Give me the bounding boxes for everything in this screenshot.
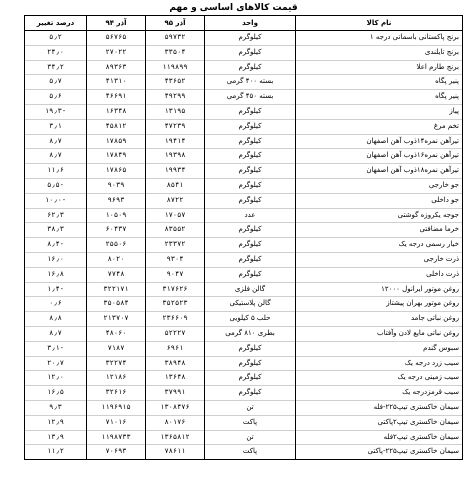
page-title: قیمت کالاهای اساسی و مهم: [169, 3, 298, 13]
cell-unit: کیلوگرم: [205, 356, 296, 371]
table-row: [25, 164, 463, 179]
cell-unit: بطری ۸۱۰ گرمی: [205, 326, 296, 341]
table-row: [25, 193, 463, 208]
cell-change: ۱۳٫۹: [25, 430, 87, 445]
cell-change: ۸٫۸: [25, 312, 87, 327]
cell-name: ذرت داخلی: [296, 267, 463, 282]
column-header-azar95: آذر ۹۵: [146, 16, 205, 31]
cell-name: برنج تایلندی: [296, 45, 463, 60]
cell-azar95: ۴۳۶۵۲: [146, 75, 205, 90]
cell-unit: کیلوگرم: [205, 238, 296, 253]
table-row: [25, 223, 463, 238]
cell-azar95: ۳۳۵۰۴: [146, 45, 205, 60]
cell-unit: عدد: [205, 208, 296, 223]
cell-change: ۳۴٫۲: [25, 60, 87, 75]
cell-unit: کیلوگرم: [205, 60, 296, 75]
table-row: [25, 252, 463, 267]
cell-change: ۶۲٫۳: [25, 208, 87, 223]
cell-azar95: ۱۹۴۱۴: [146, 134, 205, 149]
table-row: [25, 90, 463, 105]
cell-azar95: ۱۳۰۸۴۷۶: [146, 400, 205, 415]
cell-name: روغن موتور ایرانول ۱۲۰۰۰: [296, 282, 463, 297]
table-row: [25, 119, 463, 134]
cell-azar95: ۸۵۴۱: [146, 178, 205, 193]
cell-azar94: ۳۲۶۱۶: [87, 386, 146, 401]
cell-unit: بسته ۴۵۰ گرمی: [205, 90, 296, 105]
cell-change: -۱٫۴: [25, 282, 87, 297]
cell-azar95: ۶۹۶۱: [146, 341, 205, 356]
table-row: [25, 238, 463, 253]
cell-change: ۱۲٫۰: [25, 371, 87, 386]
cell-azar94: ۲۷۰۲۲: [87, 45, 146, 60]
cell-azar95: ۸۰۱۷۶: [146, 415, 205, 430]
cell-azar94: ۲۵۵۰۶: [87, 238, 146, 253]
table-header-row: [25, 16, 463, 31]
price-table: [24, 15, 463, 460]
cell-name: ذرت خارجی: [296, 252, 463, 267]
cell-name: سیب زمینی درجه یک: [296, 371, 463, 386]
cell-unit: تن: [205, 400, 296, 415]
table-row: [25, 267, 463, 282]
cell-change: -۵٫۵: [25, 178, 87, 193]
cell-unit: پاکت: [205, 445, 296, 460]
table-row: [25, 386, 463, 401]
cell-azar94: ۶۰۴۳۷: [87, 223, 146, 238]
cell-change: ۸٫۷: [25, 134, 87, 149]
cell-name: پنیر پگاه: [296, 75, 463, 90]
table-row: [25, 178, 463, 193]
cell-change: ۹٫۳: [25, 400, 87, 415]
column-header-azar94: آذر ۹۴: [87, 16, 146, 31]
cell-azar94: ۷۰۶۹۳: [87, 445, 146, 460]
cell-name: جو خارجی: [296, 178, 463, 193]
cell-name: تیرآهن نمره۱۴ذوب آهن اصفهان: [296, 134, 463, 149]
cell-change: ۱۲٫۹: [25, 415, 87, 430]
cell-unit: کیلوگرم: [205, 178, 296, 193]
cell-change: ۳٫۱: [25, 119, 87, 134]
cell-azar94: ۳۲۲۷۴: [87, 356, 146, 371]
cell-azar94: ۴۸۰۶۰: [87, 326, 146, 341]
cell-change: ۲۴٫۰: [25, 45, 87, 60]
cell-azar95: ۳۵۲۵۲۳: [146, 297, 205, 312]
cell-azar95: ۹۳۰۴: [146, 252, 205, 267]
cell-azar95: ۱۳۶۵۸۱۲: [146, 430, 205, 445]
cell-name: سیب قرمزدرجه یک: [296, 386, 463, 401]
column-header-name: نام کالا: [296, 16, 463, 31]
cell-name: روغن نباتی مایع لادن وآفتاب: [296, 326, 463, 341]
table-row: [25, 134, 463, 149]
cell-azar95: ۸۷۲۲: [146, 193, 205, 208]
cell-azar94: ۱۷۸۴۹: [87, 149, 146, 164]
cell-azar94: ۲۱۳۷۰۷: [87, 312, 146, 327]
table-row: [25, 31, 463, 46]
cell-azar94: ۱۷۸۵۹: [87, 134, 146, 149]
table-row: [25, 445, 463, 460]
cell-name: پیاز: [296, 104, 463, 119]
cell-name: جو داخلی: [296, 193, 463, 208]
cell-change: ۱۶٫۵: [25, 386, 87, 401]
cell-azar94: ۴۶۶۹۱: [87, 90, 146, 105]
cell-change: ۱۶٫۸: [25, 267, 87, 282]
cell-change: ۵٫۶: [25, 90, 87, 105]
cell-azar95: ۵۹۷۳۲: [146, 31, 205, 46]
cell-name: تخم مرغ: [296, 119, 463, 134]
cell-change: ۰٫۶: [25, 297, 87, 312]
cell-change: -۱۹٫۳: [25, 104, 87, 119]
cell-unit: کیلوگرم: [205, 104, 296, 119]
table-row: [25, 415, 463, 430]
cell-change: ۱۶٫۰: [25, 252, 87, 267]
cell-azar94: ۱۱۹۸۷۳۳: [87, 430, 146, 445]
table-row: [25, 104, 463, 119]
cell-azar95: ۱۷۰۵۷: [146, 208, 205, 223]
cell-name: سیمان خاکستری تیپ۲۲۵-فله: [296, 400, 463, 415]
cell-change: -۱۰٫۰: [25, 193, 87, 208]
cell-azar95: ۳۱۷۶۲۶: [146, 282, 205, 297]
cell-azar94: ۱۶۳۴۸: [87, 104, 146, 119]
cell-azar95: ۴۹۲۹۹: [146, 90, 205, 105]
cell-unit: کیلوگرم: [205, 252, 296, 267]
cell-azar95: ۱۹۹۳۴: [146, 164, 205, 179]
cell-azar94: ۳۵۰۵۸۴: [87, 297, 146, 312]
cell-name: سیب زرد درجه یک: [296, 356, 463, 371]
cell-azar95: ۴۷۲۳۹: [146, 119, 205, 134]
cell-unit: کیلوگرم: [205, 223, 296, 238]
cell-azar94: ۷۷۴۸: [87, 267, 146, 282]
cell-azar94: ۱۲۱۸۶: [87, 371, 146, 386]
cell-azar94: ۷۱۰۱۶: [87, 415, 146, 430]
table-row: [25, 356, 463, 371]
cell-name: برنج پاکستانی باسماتی درجه ۱: [296, 31, 463, 46]
cell-azar95: ۳۷۹۹۱: [146, 386, 205, 401]
cell-azar94: ۵۶۷۶۵: [87, 31, 146, 46]
cell-unit: کیلوگرم: [205, 149, 296, 164]
cell-name: تیرآهن نمره۱۶ذوب آهن اصفهان: [296, 149, 463, 164]
cell-name: سبوس گندم: [296, 341, 463, 356]
cell-unit: کیلوگرم: [205, 386, 296, 401]
cell-azar94: ۴۱۳۱۰: [87, 75, 146, 90]
cell-change: ۲۰٫۷: [25, 356, 87, 371]
cell-azar95: ۳۸۹۴۸: [146, 356, 205, 371]
table-body: [25, 31, 463, 460]
cell-azar95: ۷۸۶۱۱: [146, 445, 205, 460]
cell-name: سیمان خاکستری تیپ۲۲۵-پاکتی: [296, 445, 463, 460]
cell-azar95: ۲۳۶۶۰۹: [146, 312, 205, 327]
cell-azar94: ۷۱۸۷: [87, 341, 146, 356]
cell-name: روغن موتور بهران پیشتاز: [296, 297, 463, 312]
cell-azar94: ۸۰۲۰: [87, 252, 146, 267]
cell-azar95: ۱۹۳۹۸: [146, 149, 205, 164]
cell-change: ۸٫۷: [25, 326, 87, 341]
cell-unit: کیلوگرم: [205, 371, 296, 386]
cell-azar95: ۵۲۲۲۷: [146, 326, 205, 341]
cell-unit: کیلوگرم: [205, 267, 296, 282]
cell-name: سیمان خاکستری تیپ۲پاکتی: [296, 415, 463, 430]
column-header-unit: واحد: [205, 16, 296, 31]
table-row: [25, 60, 463, 75]
cell-azar95: ۹۰۴۷: [146, 267, 205, 282]
cell-azar94: ۹۶۹۳: [87, 193, 146, 208]
table-row: [25, 208, 463, 223]
cell-azar94: ۱۰۵۰۹: [87, 208, 146, 223]
cell-unit: کیلوگرم: [205, 45, 296, 60]
cell-change: -۳٫۱: [25, 341, 87, 356]
cell-azar95: ۱۳۱۹۵: [146, 104, 205, 119]
cell-change: -۸٫۴: [25, 238, 87, 253]
cell-name: خرما مضافتی: [296, 223, 463, 238]
cell-azar94: ۱۱۹۶۹۱۵: [87, 400, 146, 415]
cell-azar94: ۱۷۸۶۵: [87, 164, 146, 179]
cell-azar94: ۳۲۲۱۷۱: [87, 282, 146, 297]
table-row: [25, 282, 463, 297]
table-row: [25, 75, 463, 90]
cell-change: ۵٫۷: [25, 75, 87, 90]
table-row: [25, 149, 463, 164]
cell-change: ۵٫۲: [25, 31, 87, 46]
cell-unit: کیلوگرم: [205, 164, 296, 179]
cell-unit: کیلوگرم: [205, 31, 296, 46]
table-row: [25, 341, 463, 356]
cell-azar95: ۲۳۳۷۲: [146, 238, 205, 253]
cell-azar95: ۱۳۶۴۸: [146, 371, 205, 386]
table-row: [25, 297, 463, 312]
table-row: [25, 371, 463, 386]
cell-unit: گالن فلزی: [205, 282, 296, 297]
cell-unit: پاکت: [205, 415, 296, 430]
table-row: [25, 430, 463, 445]
table-row: [25, 45, 463, 60]
cell-unit: گالن پلاستیکی: [205, 297, 296, 312]
cell-change: ۳۸٫۳: [25, 223, 87, 238]
table-row: [25, 326, 463, 341]
cell-unit: بسته ۴۰۰ گرمی: [205, 75, 296, 90]
cell-azar94: ۸۹۳۶۳: [87, 60, 146, 75]
cell-name: جوجه یکروزه گوشتی: [296, 208, 463, 223]
column-header-change: درصد تغییر: [25, 16, 87, 31]
cell-unit: کیلوگرم: [205, 341, 296, 356]
cell-unit: کیلوگرم: [205, 134, 296, 149]
cell-name: روغن نباتی جامد: [296, 312, 463, 327]
cell-change: ۱۱٫۶: [25, 164, 87, 179]
cell-name: برنج طارم اعلا: [296, 60, 463, 75]
table-row: [25, 400, 463, 415]
cell-change: ۱۱٫۲: [25, 445, 87, 460]
cell-unit: تن: [205, 430, 296, 445]
cell-name: خیار رسمی درجه یک: [296, 238, 463, 253]
cell-name: تیرآهن نمره۱۸ذوب آهن اصفهان: [296, 164, 463, 179]
cell-unit: کیلوگرم: [205, 193, 296, 208]
cell-name: پنیر پگاه: [296, 90, 463, 105]
cell-unit: کیلوگرم: [205, 119, 296, 134]
cell-azar94: ۹۰۳۹: [87, 178, 146, 193]
cell-change: ۸٫۷: [25, 149, 87, 164]
cell-name: سیمان خاکستری تیپ۲فله: [296, 430, 463, 445]
cell-azar95: ۸۳۵۵۲: [146, 223, 205, 238]
cell-azar95: ۱۱۹۸۹۹: [146, 60, 205, 75]
cell-unit: حلب ۵ کیلویی: [205, 312, 296, 327]
cell-azar94: ۴۵۸۱۲: [87, 119, 146, 134]
table-row: [25, 312, 463, 327]
